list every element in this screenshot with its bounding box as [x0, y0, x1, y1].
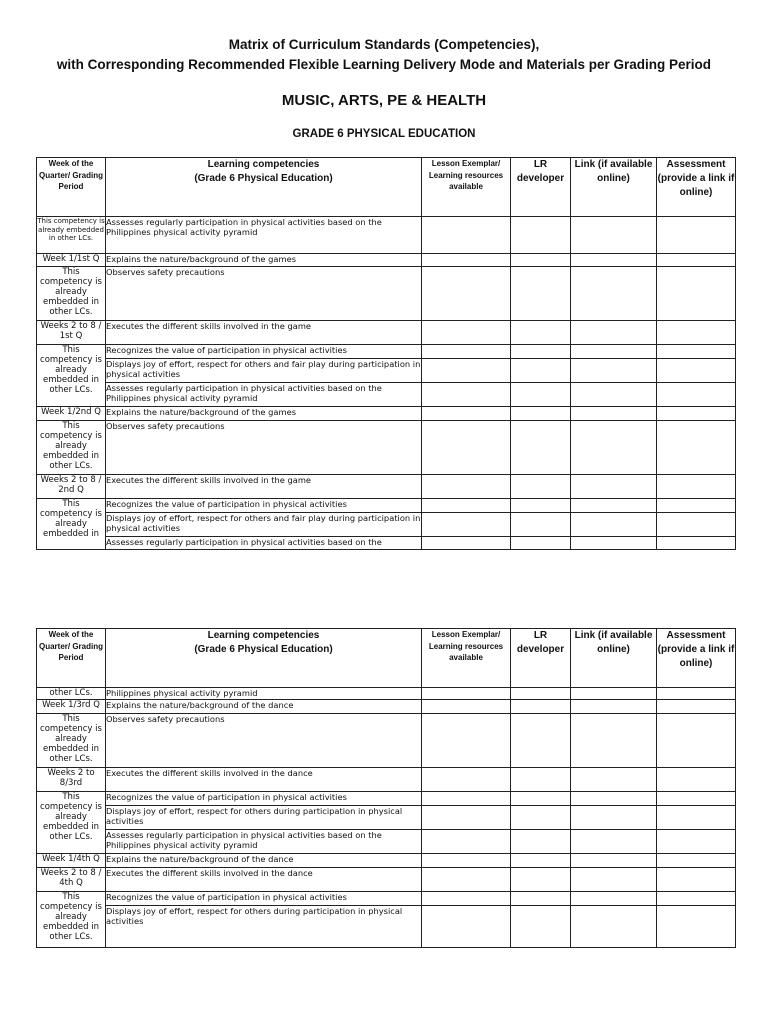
col-competencies-header: Learning competencies (Grade 6 Physical Education)	[106, 158, 422, 217]
document-title-line2: with Corresponding Recommended Flexible Learning Delivery Mode and Materials per Grading Period	[56, 57, 712, 72]
competency-cell: Explains the nature/background of the dance	[106, 700, 422, 714]
table-row	[37, 700, 736, 714]
week-cell: This competency is already embedded in	[37, 499, 106, 550]
competency-cell: Executes the different skills involved in the game	[106, 321, 422, 345]
week-cell: This competency is already embedded in other LCs.	[37, 267, 106, 321]
grade-heading: GRADE 6 PHYSICAL EDUCATION	[292, 128, 476, 140]
competency-cell: Displays joy of effort, respect for others during participation in physical activities	[106, 906, 422, 948]
col-link-header: Link (if available online)	[571, 629, 657, 688]
week-cell: This competency is already embedded in other LCs.	[37, 217, 106, 254]
table-row	[37, 513, 736, 537]
competency-table-1	[36, 157, 736, 550]
table-row	[37, 892, 736, 906]
table-row	[37, 321, 736, 345]
table-row	[37, 537, 736, 550]
col-lr-header: LR developer	[511, 629, 571, 688]
table-row	[37, 906, 736, 948]
week-cell: Weeks 2 to 8 / 1st Q	[37, 321, 106, 345]
competency-cell: Recognizes the value of participation in physical activities	[106, 499, 422, 513]
table-row	[37, 499, 736, 513]
competency-cell: Observes safety precautions	[106, 421, 422, 475]
week-cell: This competency is already embedded in other LCs.	[37, 345, 106, 407]
week-cell: other LCs.	[37, 688, 106, 700]
col-lr-header: LR developer	[511, 158, 571, 217]
competency-cell: Executes the different skills involved in the dance	[106, 768, 422, 792]
competency-cell: Recognizes the value of participation in physical activities	[106, 792, 422, 806]
col-assessment-header: Assessment (provide a link if online)	[657, 629, 736, 688]
week-cell: Week 1/4th Q	[37, 854, 106, 868]
col-week-header: Week of the Quarter/ Grading Period	[37, 629, 106, 688]
table-row	[37, 854, 736, 868]
competency-cell: Observes safety precautions	[106, 714, 422, 768]
table-row	[37, 383, 736, 407]
table-row	[37, 868, 736, 892]
table-row	[37, 688, 736, 700]
col-lesson-header: Lesson Exemplar/ Learning resources available	[422, 158, 511, 217]
table-row	[37, 345, 736, 359]
week-cell: Weeks 2 to 8 / 2nd Q	[37, 475, 106, 499]
competency-cell: Executes the different skills involved in the dance	[106, 868, 422, 892]
week-cell: Week 1/3rd Q	[37, 700, 106, 714]
competency-cell: Explains the nature/background of the games	[106, 254, 422, 267]
table-row	[37, 254, 736, 267]
table-row	[37, 768, 736, 792]
subject-heading: MUSIC, ARTS, PE & HEALTH	[281, 92, 487, 109]
table-row	[37, 475, 736, 499]
competency-cell: Assesses regularly participation in physical activities based on the Philippines physical activity pyramid	[106, 217, 422, 254]
col-competencies-header: Learning competencies (Grade 6 Physical Education)	[106, 629, 422, 688]
competency-cell: Assesses regularly participation in physical activities based on the	[106, 537, 422, 550]
col-week-header: Week of the Quarter/ Grading Period	[37, 158, 106, 217]
col-link-header: Link (if available online)	[571, 158, 657, 217]
competency-table-2	[36, 628, 736, 948]
table-row	[37, 407, 736, 421]
week-cell: Week 1/1st Q	[37, 254, 106, 267]
table-row	[37, 714, 736, 768]
table-row	[37, 267, 736, 321]
competency-cell: Displays joy of effort, respect for others and fair play during participation in physical activities	[106, 513, 422, 537]
week-cell: This competency is already embedded in other LCs.	[37, 792, 106, 854]
week-cell: This competency is already embedded in other LCs.	[37, 714, 106, 768]
week-cell: Weeks 2 to 8 / 4th Q	[37, 868, 106, 892]
table-header-row	[37, 629, 736, 688]
competency-cell: Observes safety precautions	[106, 267, 422, 321]
week-cell: This competency is already embedded in other LCs.	[37, 892, 106, 948]
document-title-line1: Matrix of Curriculum Standards (Competencies),	[228, 37, 540, 52]
competency-cell: Recognizes the value of participation in physical activities	[106, 345, 422, 359]
competency-cell: Displays joy of effort, respect for others during participation in physical activities	[106, 806, 422, 830]
table-header-row	[37, 158, 736, 217]
competency-cell: Assesses regularly participation in physical activities based on the Philippines physical activity pyramid	[106, 383, 422, 407]
competency-cell: Assesses regularly participation in physical activities based on the Philippines physical activity pyramid	[106, 830, 422, 854]
competency-cell: Explains the nature/background of the games	[106, 407, 422, 421]
competency-cell: Recognizes the value of participation in physical activities	[106, 892, 422, 906]
table-row	[37, 830, 736, 854]
col-lesson-header: Lesson Exemplar/ Learning resources available	[422, 629, 511, 688]
table-row	[37, 421, 736, 475]
table-row	[37, 806, 736, 830]
competency-cell: Philippines physical activity pyramid	[106, 688, 422, 700]
table-row	[37, 359, 736, 383]
col-assessment-header: Assessment (provide a link if online)	[657, 158, 736, 217]
week-cell: Week 1/2nd Q	[37, 407, 106, 421]
week-cell: Weeks 2 to 8/3rd	[37, 768, 106, 792]
week-cell: This competency is already embedded in other LCs.	[37, 421, 106, 475]
competency-cell: Displays joy of effort, respect for others and fair play during participation in physical activities	[106, 359, 422, 383]
table-row	[37, 792, 736, 806]
competency-cell: Executes the different skills involved in the game	[106, 475, 422, 499]
competency-cell: Explains the nature/background of the dance	[106, 854, 422, 868]
table-row	[37, 217, 736, 254]
